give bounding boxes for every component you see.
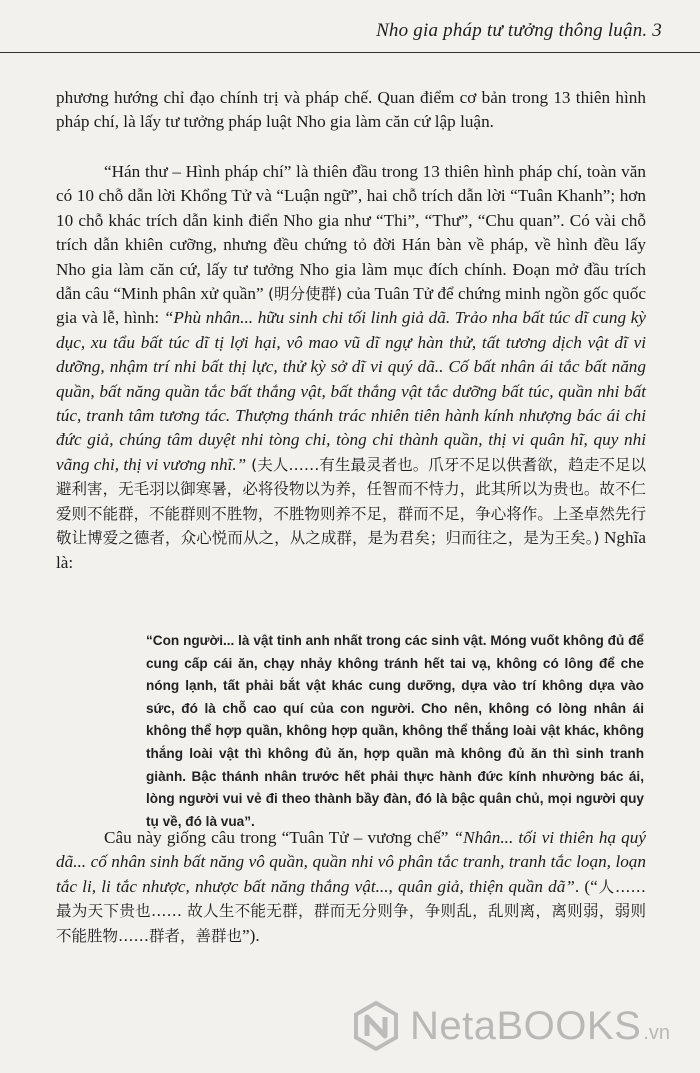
body-paragraph-2 bbox=[56, 160, 646, 575]
chinese-text: 人…… 最为天下贵也…… 故人生不能无群，群而无分则争，争则乱，乱则离，离则弱，弱则不能胜物……群者，善群也 bbox=[56, 877, 646, 945]
watermark-logo bbox=[350, 996, 690, 1056]
text-run: Câu này giống câu trong “Tuân Tử – vương chế” bbox=[104, 828, 454, 847]
text-run: của Tuân Tử để chứng minh ngồn gốc quốc gia và lễ, hình: bbox=[56, 284, 646, 328]
paragraph-text: phương hướng chỉ đạo chính trị và pháp chế. Quan điểm cơ bản trong 13 thiên hình pháp chí, là lấy tư tưởng pháp luật Nho gia làm căn cứ lập luận. bbox=[56, 88, 646, 132]
block-quote: “Con người... là vật tinh anh nhất trong các sinh vật. Móng vuốt không đủ để cung cấp cái ăn, chạy nhảy không tránh hết tai vạ, không có lông để che nóng lạnh, tất phải bắt vật khác cung dưỡng, dựa vào trí không dựa vào sức, đó là chỗ cao quí của con người. Cho nên, không có lòng nhân ái không thể hợp quần, không hợp quần, không thể thắng loài vật khác, không thắng loài vật thì không đủ ăn, hợp quần mà không đủ ăn thì sinh tranh giành. Bậc thánh nhân trước hết phải thực hành đức kính nhường bác ái, lòng người vui vẻ đi theo thành bầy đàn, đó là bậc quân chủ, mọi người quy tụ về, đó là vua”. bbox=[146, 633, 644, 829]
page-header bbox=[0, 18, 700, 53]
paragraph-text bbox=[56, 160, 646, 575]
chinese-text: (明分使群) bbox=[267, 285, 343, 304]
netabooks-logo-icon bbox=[350, 1000, 402, 1052]
italic-quotation: “Nhân... tối vi thiên hạ quý dã... cố nhân sinh bất năng vô quần, quần nhi vô phân tắc tranh, tranh tắc loạn, loạn tắc li, li tắc nhược, nhược bất năng thắng vật..., quân giả, thiện quần dã” bbox=[56, 828, 646, 896]
watermark-name: NetaBOOKS bbox=[410, 1003, 642, 1048]
text-run: . (“ bbox=[574, 876, 598, 896]
text-run: ”). bbox=[242, 925, 260, 945]
body-paragraph-1 bbox=[56, 86, 646, 135]
paragraph-text bbox=[56, 826, 646, 948]
watermark-suffix: .vn bbox=[643, 1021, 670, 1044]
italic-quotation: “Phù nhân... hữu sinh chi tối linh giả dã. Trảo nha bất túc dĩ cung kỳ dục, xu tẩu bất túc dĩ tị lợi hại, vô mao vũ dĩ ngự hàn thử, tất tương dịch vật dĩ vi dưỡng, nhậm trí nhi bất thị lực, thử kỳ sở dĩ vi quý dã.. Cố bất nhân ái tắc bất năng quần, bất năng quần tắc bất thắng vật, bất thắng vật tắc dưỡng bất túc, quần nhi bất túc, tranh tâm tương tác. Thượng thánh trác nhiên tiên hành kính nhượng bác ái chi đức giả, chúng tâm duyệt nhi tòng chi, tòng chi thành quần, thị vi quân hĩ, quy nhi vãng chi, thị vi vương nhĩ.” bbox=[56, 308, 646, 474]
body-paragraph-3 bbox=[56, 826, 646, 948]
text-run: “Hán thư – Hình pháp chí” là thiên đầu trong 13 thiên hình pháp chí, toàn văn có 10 chỗ dẫn lời Khổng Tử và “Luận ngữ”, hai chỗ trích dẫn lời “Tuân Khanh”; hơn 10 chỗ khác trích dẫn kinh điển Nho gia như “Thi”, “Thư”, “Chu quan”. Có vài chỗ trích dẫn khiên cưỡng, nhưng đều chứng tỏ đời Hán bàn về pháp, về hình đều lấy Nho gia làm căn cứ, lấy tư tưởng Nho gia làm mục đích chính. Đoạn mở đầu trích dẫn câu “Minh phân xử quần” bbox=[56, 162, 646, 304]
running-head-title: Nho gia pháp tư tưởng thông luận. 3 bbox=[376, 20, 662, 41]
text-run: Nghĩa là: bbox=[56, 528, 646, 572]
chinese-text: (夫人……有生最灵者也。爪牙不足以供耆欲，趋走不足以避利害，无毛羽以御寒暑，必将役物以为养，任智而不恃力，此其所以为贵也。故不仁爱则不能群，不能群则不胜物，不胜物则养不足，群而不足，争心将作。上圣卓然先行敬让博爱之德者，众心悦而从之，从之成群，是为君矣；归而往之，是为王矣。) bbox=[56, 455, 646, 548]
